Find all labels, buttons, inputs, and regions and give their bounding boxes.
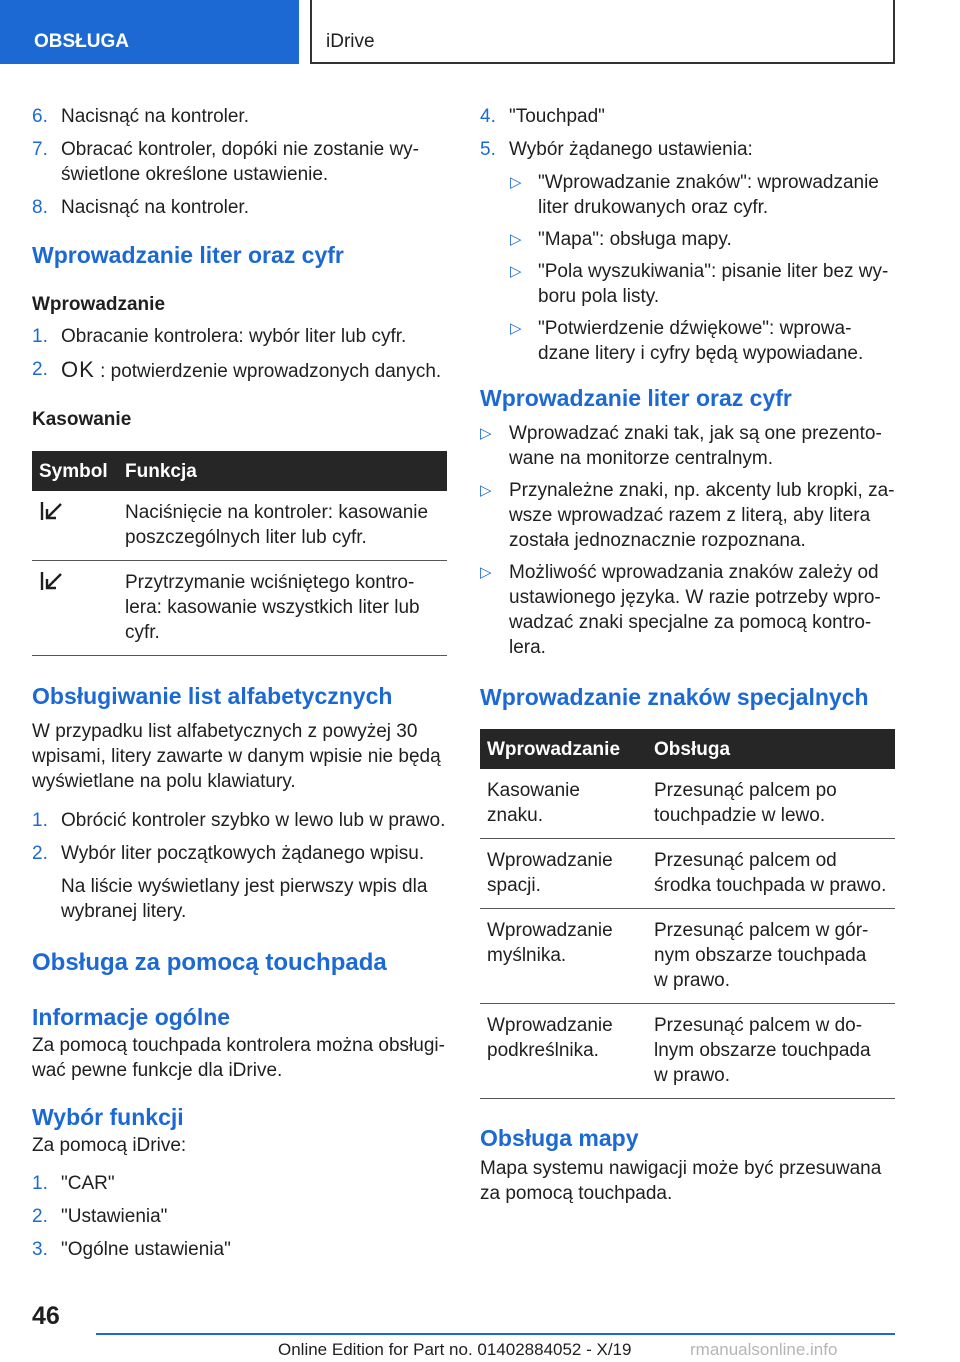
bullet-text: "Potwierdzenie dźwiękowe": wprowa- dzane litery i cyfry będą wypowiadane. (538, 318, 864, 364)
footer-rule (96, 1333, 895, 1335)
list-item (480, 478, 895, 553)
triangle-bullet-icon: ▷ (510, 263, 522, 280)
triangle-bullet-icon: ▷ (480, 564, 492, 581)
step-number: 6. (32, 106, 48, 127)
step-number: 2. (32, 1206, 48, 1227)
function-cell: Naciśnięcie na kontroler: kasowanie poszczególnych liter lub cyfr. (118, 491, 447, 561)
operation-cell: Przesunąć palcem po touchpadzie w lewo. (647, 769, 895, 839)
list-steps (32, 808, 447, 866)
heading-input-letters-2: Wprowadzanie liter oraz cyfr (480, 385, 792, 411)
table-row (480, 909, 895, 1004)
step-text: Wybór liter początkowych żądanego wpisu. (61, 843, 425, 864)
heading-general-info: Informacje ogólne (32, 1004, 231, 1030)
edition-note: Online Edition for Part no. 01402884052 - X/19 (278, 1340, 632, 1359)
section-tab (0, 0, 299, 64)
step-text: "Touchpad" (509, 106, 605, 127)
paragraph-general: Za pomocą touchpada kontrolera można obsługi- wać pewne funkcje dla iDrive. (32, 1035, 445, 1081)
symbol-cell (32, 561, 118, 656)
list-item (32, 808, 447, 833)
list-item (32, 1237, 447, 1262)
list-item (480, 259, 895, 309)
input-cell: Kasowanie znaku. (480, 769, 647, 839)
input-tips-list (480, 421, 895, 660)
special-chars-table (480, 729, 895, 1099)
delete-table (32, 451, 447, 656)
heading-alpha-lists: Obsługiwanie list alfabetycznych (32, 683, 393, 709)
table-row (32, 491, 447, 561)
list-note: Na liście wyświetlany jest pierwszy wpis dla wybranej litery. (61, 876, 428, 922)
triangle-bullet-icon: ▷ (480, 482, 492, 499)
bullet-text: Możliwość wprowadzania znaków zależy od ustawionego języka. W razie potrzeby wpro- wadzać znaki specjalne za pomocą kontro- lera. (509, 562, 881, 658)
list-item (32, 357, 447, 384)
list-item (480, 104, 895, 129)
operation-cell: Przesunąć palcem od środka touchpada w prawo. (647, 839, 895, 909)
step-number: 1. (32, 810, 48, 831)
page-number: 46 (32, 1302, 60, 1330)
step-number: 8. (32, 197, 48, 218)
touchpad-options-list (480, 170, 895, 366)
heading-special-chars: Wprowadzanie znaków specjalnych (480, 684, 869, 710)
heading-map: Obsługa mapy (480, 1125, 639, 1151)
subheading-input: Wprowadzanie (32, 294, 166, 315)
chapter-title: iDrive (326, 31, 375, 52)
input-cell: Wprowadzanie spacji. (480, 839, 647, 909)
left-column (32, 104, 447, 1270)
heading-input-letters: Wprowadzanie liter oraz cyfr (32, 242, 344, 268)
bullet-text: "Mapa": obsługa mapy. (538, 229, 732, 250)
list-item (32, 1171, 447, 1196)
table-row (480, 1004, 895, 1099)
function-cell: Przytrzymanie wciśniętego kontro- lera: kasowanie wszystkich liter lub cyfr. (118, 561, 447, 656)
list-item (480, 421, 895, 471)
chapter-header (310, 0, 895, 64)
operation-cell: Przesunąć palcem w do- lnym obszarze touchpada w prawo. (647, 1004, 895, 1099)
backspace-arrow-icon (39, 500, 65, 522)
input-cell: Wprowadzanie myślnika. (480, 909, 647, 1004)
steps-top-list (32, 104, 447, 220)
table-header: Funkcja (118, 451, 447, 491)
list-item (480, 560, 895, 660)
step-text: Obracać kontroler, dopóki nie zostanie wy- świetlone określone ustawienie. (61, 139, 420, 185)
list-item (480, 137, 895, 162)
list-item (480, 170, 895, 220)
table-header: Obsługa (647, 729, 895, 769)
operation-cell: Przesunąć palcem w gór- nym obszarze touchpada w prawo. (647, 909, 895, 1004)
step-text: Nacisnąć na kontroler. (61, 197, 249, 218)
step-number: 3. (32, 1239, 48, 1260)
step-number: 1. (32, 1173, 48, 1194)
step-text: Wybór żądanego ustawienia: (509, 139, 753, 160)
table-row (480, 839, 895, 909)
step-text: Obracanie kontrolera: wybór liter lub cyfr. (61, 326, 407, 347)
heading-select-function: Wybór funkcji (32, 1104, 184, 1130)
bullet-text: "Wprowadzanie znaków": wprowadzanie liter drukowanych oraz cyfr. (538, 172, 879, 218)
step-number: 7. (32, 139, 48, 160)
step-number: 2. (32, 843, 48, 864)
table-header: Symbol (32, 451, 118, 491)
subheading-delete: Kasowanie (32, 409, 132, 430)
paragraph-map: Mapa systemu nawigacji może być przesuwana za pomocą touchpada. (480, 1158, 882, 1204)
triangle-bullet-icon: ▷ (510, 174, 522, 191)
ok-icon: OK (61, 357, 95, 382)
step-text: "CAR" (61, 1173, 115, 1194)
list-item (32, 104, 447, 129)
watermark: rmanualsonline.info (690, 1340, 838, 1359)
triangle-bullet-icon: ▷ (510, 320, 522, 337)
table-row (480, 769, 895, 839)
list-item (32, 137, 447, 187)
list-item (32, 195, 447, 220)
bullet-text: Wprowadzać znaki tak, jak są one prezento- wane na monitorze centralnym. (509, 423, 882, 469)
symbol-cell (32, 491, 118, 561)
step-text: "Ogólne ustawienia" (61, 1239, 231, 1260)
table-row (32, 561, 447, 656)
list-item (32, 324, 447, 349)
input-cell: Wprowadzanie podkreślnika. (480, 1004, 647, 1099)
list-item (32, 841, 447, 866)
table-header: Wprowadzanie (480, 729, 647, 769)
list-item (480, 227, 895, 252)
bullet-text: "Pola wyszukiwania": pisanie liter bez wy- boru pola listy. (538, 261, 889, 307)
list-item (480, 316, 895, 366)
right-column (480, 104, 895, 1206)
step-text: "Ustawienia" (61, 1206, 168, 1227)
paragraph-function: Za pomocą iDrive: (32, 1135, 187, 1156)
section-title: OBSŁUGA (34, 31, 129, 52)
paragraph-lists: W przypadku list alfabetycznych z powyżej 30 wpisami, litery zawarte w danym wpisie nie będą wyświetlane na polu klawiatury. (32, 721, 441, 792)
step-text: Obrócić kontroler szybko w lewo lub w prawo. (61, 810, 446, 831)
step-number: 4. (480, 106, 496, 127)
function-steps (32, 1171, 447, 1262)
step-text: : potwierdzenie wprowadzonych danych. (94, 361, 442, 382)
step-number: 1. (32, 326, 48, 347)
triangle-bullet-icon: ▷ (480, 425, 492, 442)
step-number: 2. (32, 359, 48, 380)
heading-touchpad: Obsługa za pomocą touchpada (32, 949, 387, 976)
list-item (32, 1204, 447, 1229)
step-text: Nacisnąć na kontroler. (61, 106, 249, 127)
step-number: 5. (480, 139, 496, 160)
backspace-arrow-icon (39, 570, 65, 592)
bullet-text: Przynależne znaki, np. akcenty lub kropki, za- wsze wprowadzać razem z literą, aby litera została jednoznacznie rozpoznana. (509, 480, 895, 551)
triangle-bullet-icon: ▷ (510, 231, 522, 248)
